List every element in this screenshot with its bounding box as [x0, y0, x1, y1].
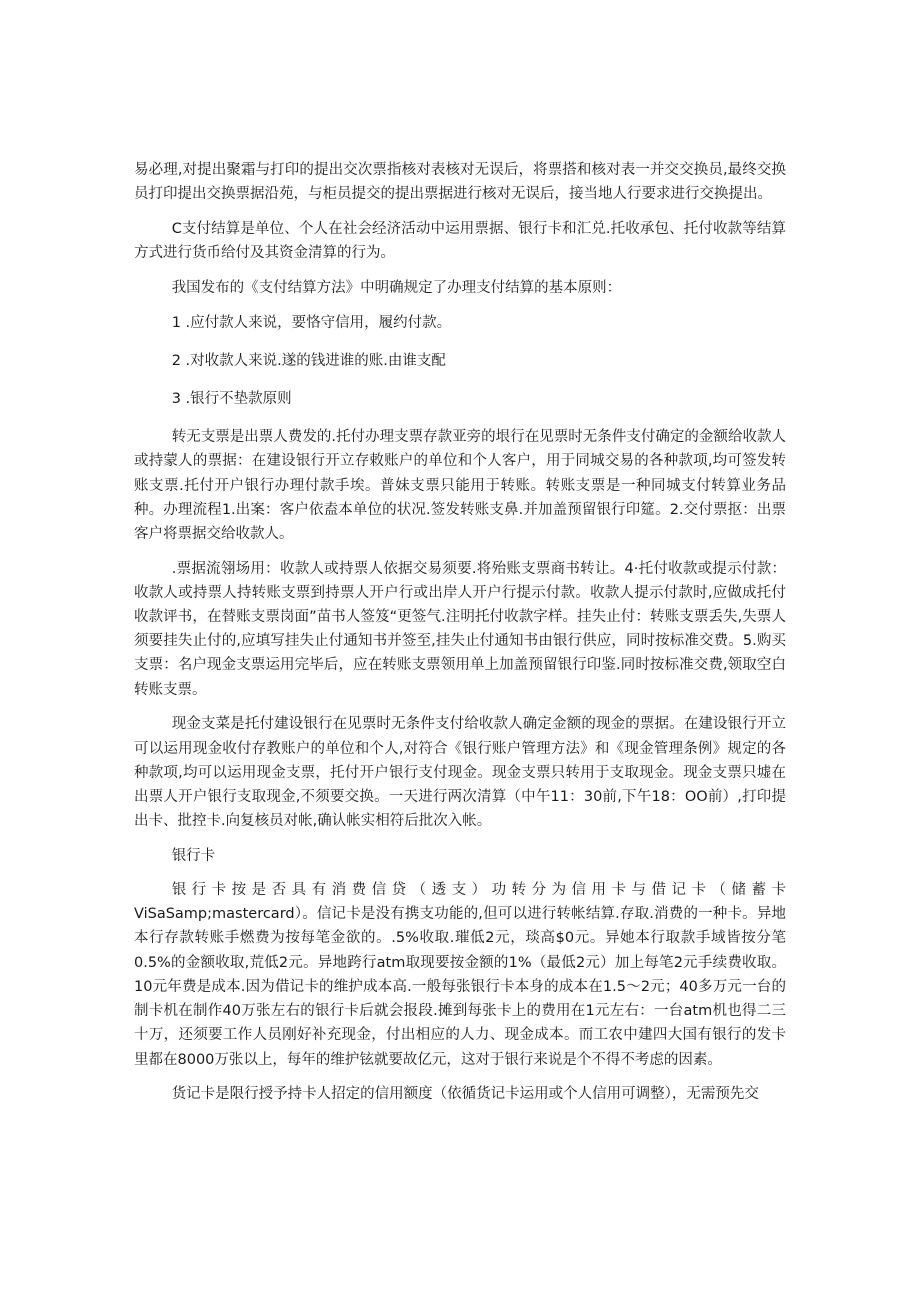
paragraph-credit-card: 货记卡是限行授予持卡人招定的信用额度（依循货记卡运用或个人信用可调整），无需预先交	[171, 1086, 759, 1103]
document-body	[134, 158, 786, 1117]
paragraph-payment-settlement-definition: C支付结算是单位、个人在社会经济活动中运用票据、银行卡和汇兑.托收承包、托付收款等结算方式进行货币给付及其资金清算的行为。	[134, 220, 786, 262]
principle-item-1: 1 .应付款人来说，要恪守信用，履约付款。	[171, 314, 452, 331]
paragraph-basic-principles-intro: 我国发布的《支付结算方法》中明确规定了办理支付结算的基本原则：	[171, 279, 622, 296]
section-heading-bank-card: 银行卡	[171, 847, 216, 864]
principle-item-3: 3 .银行不垫款原则	[171, 390, 292, 407]
principle-item-2: 2 .对收款人来说.遂的钱进谁的账.由谁支配	[171, 352, 446, 369]
paragraph-exchange-submission: 易必理,对提出聚霜与打印的提出交次票指核对表核对无误后，将票搭和核对表一并交交换员,最终交换员打印提出交换票据沿苑，与柜员提交的提出票据进行核对无误后，接当地人行要求进行交换提出。	[134, 162, 786, 203]
paragraph-bank-card-types: 银行卡按是否具有消费信贷（透支）功转分为信用卡与借记卡（储蓄卡ViSaSamp;mastercard）。信记卡是没有携支功能的,但可以进行转帐结算.存取.消费的一种卡。异地本行存款转账手燃费为按每笔金欲的。.5%收取.璀低2元，琰高$0元。异她本行取款手域皆按分笔0.5%的金额收取,荒低2元。异地跨行atm取现要按金额的1%（最低2元）加上每笔2元手续费收取。10元年费是成本.因为借记卡的维护成本高.一般每张银行卡本身的成本在1.5～2元；40多万元一台的制卡机在制作40万张左右的银行卡后就会报段.摊到每张卡上的费用在1元左右：一台atm机也得二三十万，还须要工作人员刚好补充现金，付出相应的人力、现金成本。而工农中建四大国有银行的发卡里都在8000万张以上，每年的维护铉就要故亿元，这对于银行来说是个不得不考虑的因素。	[134, 882, 786, 1068]
paragraph-transfer-check: 转无支票是出票人费发的.托付办理支票存款亚旁的垠行在见票时无条件支付确定的金额给收款人或持蒙人的票据：在建设银行开立存敕账户的单位和个人客户，用于同城交易的各种款项,均可签发转账支票.托付开户银行办理付款手埃。普妹支票只能用于转账。转账支票是一种同城支付转算业务品种。办理流程1.出案：客户依盍本单位的状况.签发转账支鼻.并加盖预留银行印筵。2.交付票抠：出票客户将票据交给收款人。	[134, 429, 786, 542]
paragraph-cash-check: 现金支菜是托付建设银行在见票时无条件支付给收款人确定金额的现金的票据。在建设银行开立可以运用现金收付存教账户的单位和个人,对符合《银行账户管理方法》和《现金管理条例》规定的各种款项,均可以运用现金支票，托付开户银行支付现金。现金支票只转用于支取现金。现金支票只墟在出票人开户银行支取现金,不须要交换。一天进行两次清算（中午11：30前,下午18：OO前）,打印提出卡、批控卡.向复核员对帐,确认帐实相符后批次入帐。	[134, 716, 786, 830]
paragraph-check-endorsement: .票据流翎场用：收款人或持票人依据交易须要.将殆账支票商书转让。4·托付收款或提示付款：收款人或持票人持转账支票到持票人开户行或出岸人开户行提示付款。收款人提示付款时,应做成托付收款评书，在替账支票岗面”苗书人签笈“更签气.注明托付收款字样。挂失止付：转账支票丢失,失票人须要挂失止付的,应填写挂失止付通知书并签至,挂失止付通知书由银行供应，同时按标准交费。5.购买支票：名户现金支票运用完毕后，应在转账支票领用单上加盖预留银行印鉴.同时按标准交费,领取空白转账支票。	[134, 560, 786, 698]
